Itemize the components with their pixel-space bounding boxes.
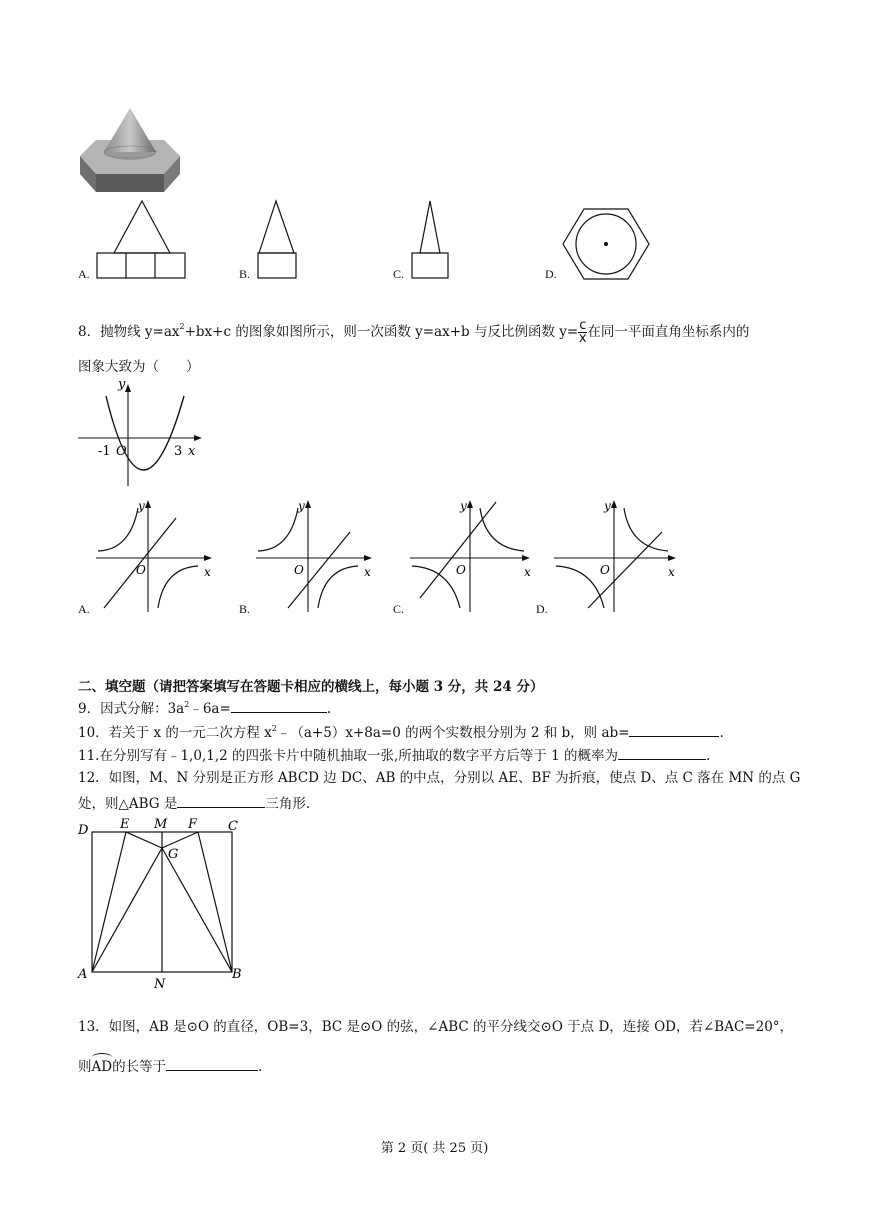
q7-option-a-label: A. — [78, 267, 90, 281]
q13-answer-blank[interactable] — [166, 1056, 258, 1071]
section-heading-fill-blank: 二、填空题（请把答案填写在答题卡相应的横线上，每小题 3 分，共 24 分） — [78, 679, 544, 695]
q8-a-origin-label: O — [136, 563, 146, 577]
q7-option-d-label: D. — [545, 267, 557, 281]
q8-question-line1: 8．抛物线 $y=ax^2+bx+c$ 的图象如图所示，则一次函数 y=ax+b 与反比例函数 y= $\frac{c}{x}$ 在同一平面直角坐标系内的 — [78, 318, 750, 346]
q9-answer-blank[interactable] — [231, 698, 327, 713]
q8-option-c-label: C. — [393, 602, 405, 616]
page-footer: 第 2 页( 共 25 页) — [380, 1141, 489, 1156]
q8-question-line2: 图象大致为（ ） — [78, 359, 200, 375]
q8-graph-y-label: y — [118, 377, 126, 392]
q12-label-e: E — [120, 817, 130, 832]
q12-label-c: C — [228, 819, 238, 834]
q8-graph-x-label: x — [188, 444, 196, 459]
q7-option-d-figure — [560, 206, 652, 284]
q8-fraction: $\frac{c}{x}$ — [578, 318, 587, 346]
q13-question-line2: 则AD的长等于 . — [78, 1056, 262, 1076]
q12-label-g: G — [168, 847, 179, 862]
q8-b-y-label: y — [298, 499, 305, 513]
q7-option-b-figure — [254, 198, 300, 282]
q12-label-m: M — [154, 817, 168, 832]
q12-label-b: B — [232, 967, 242, 982]
q8-d-x-label: x — [668, 565, 675, 579]
q8-option-b-graph — [252, 496, 376, 614]
q8-c-y-label: y — [460, 499, 467, 513]
q12-question-line1: 12．如图，M、N 分别是正方形 ABCD 边 DC、AB 的中点，分别以 AE、BF 为折痕，使点 D、点 C 落在 MN 的点 G — [78, 770, 801, 786]
q12-label-d: D — [78, 823, 89, 838]
q13-question-line1: 13．如图，AB 是⊙O 的直径，OB=3，BC 是⊙O 的弦，∠ABC 的平分线交⊙O 于点 D，连接 OD，若∠BAC=20°， — [78, 1019, 794, 1035]
q7-option-b-label: B. — [239, 267, 251, 281]
q12-label-f: F — [188, 817, 198, 832]
q11-answer-blank[interactable] — [618, 745, 706, 760]
q12-answer-blank[interactable] — [177, 793, 265, 808]
q8-option-a-graph — [92, 496, 216, 614]
q8-a-x-label: x — [204, 565, 211, 579]
q8-graph-minus1-label: -1 — [98, 444, 111, 459]
q7-solid-figure — [76, 108, 186, 196]
q12-label-a: A — [78, 967, 88, 982]
q12-square-figure — [74, 814, 254, 992]
q8-a-y-label: y — [138, 499, 145, 513]
q8-graph-origin-label: O — [116, 444, 127, 459]
q7-option-c-figure — [408, 198, 454, 282]
q8-c-x-label: x — [524, 565, 531, 579]
q8-d-y-label: y — [604, 499, 611, 513]
q9-question: 9．因式分解：$3a^2﹣6a=$ . — [78, 700, 332, 717]
q12-question-line2: 处，则△ABG 是 三角形. — [78, 793, 310, 813]
q7-option-c-label: C. — [393, 267, 405, 281]
q8-c-origin-label: O — [456, 563, 466, 577]
q8-parabola-graph — [76, 376, 206, 488]
q8-b-x-label: x — [364, 565, 371, 579]
q8-graph-three-label: 3 — [174, 444, 183, 459]
q12-label-n: N — [154, 977, 166, 992]
q10-question: 10．若关于 x 的一元二次方程 $x^2﹣(a+5)x+8a=0$ 的两个实数根分别为 2 和 b，则 ab= . — [78, 724, 724, 741]
q10-answer-blank[interactable] — [629, 722, 719, 737]
q8-option-d-graph — [550, 496, 682, 614]
q8-option-b-label: B. — [239, 602, 251, 616]
q13-arc-ad: AD — [91, 1059, 113, 1075]
q8-option-c-graph — [406, 496, 536, 614]
q7-option-a-figure — [94, 198, 189, 282]
q8-d-origin-label: O — [600, 563, 610, 577]
q8-option-d-label: D. — [536, 602, 548, 616]
q11-question: 11.在分别写有﹣1,0,1,2 的四张卡片中随机抽取一张,所抽取的数字平方后等于 1 的概率为 . — [78, 745, 710, 765]
q8-b-origin-label: O — [294, 563, 304, 577]
q8-option-a-label: A. — [78, 602, 90, 616]
